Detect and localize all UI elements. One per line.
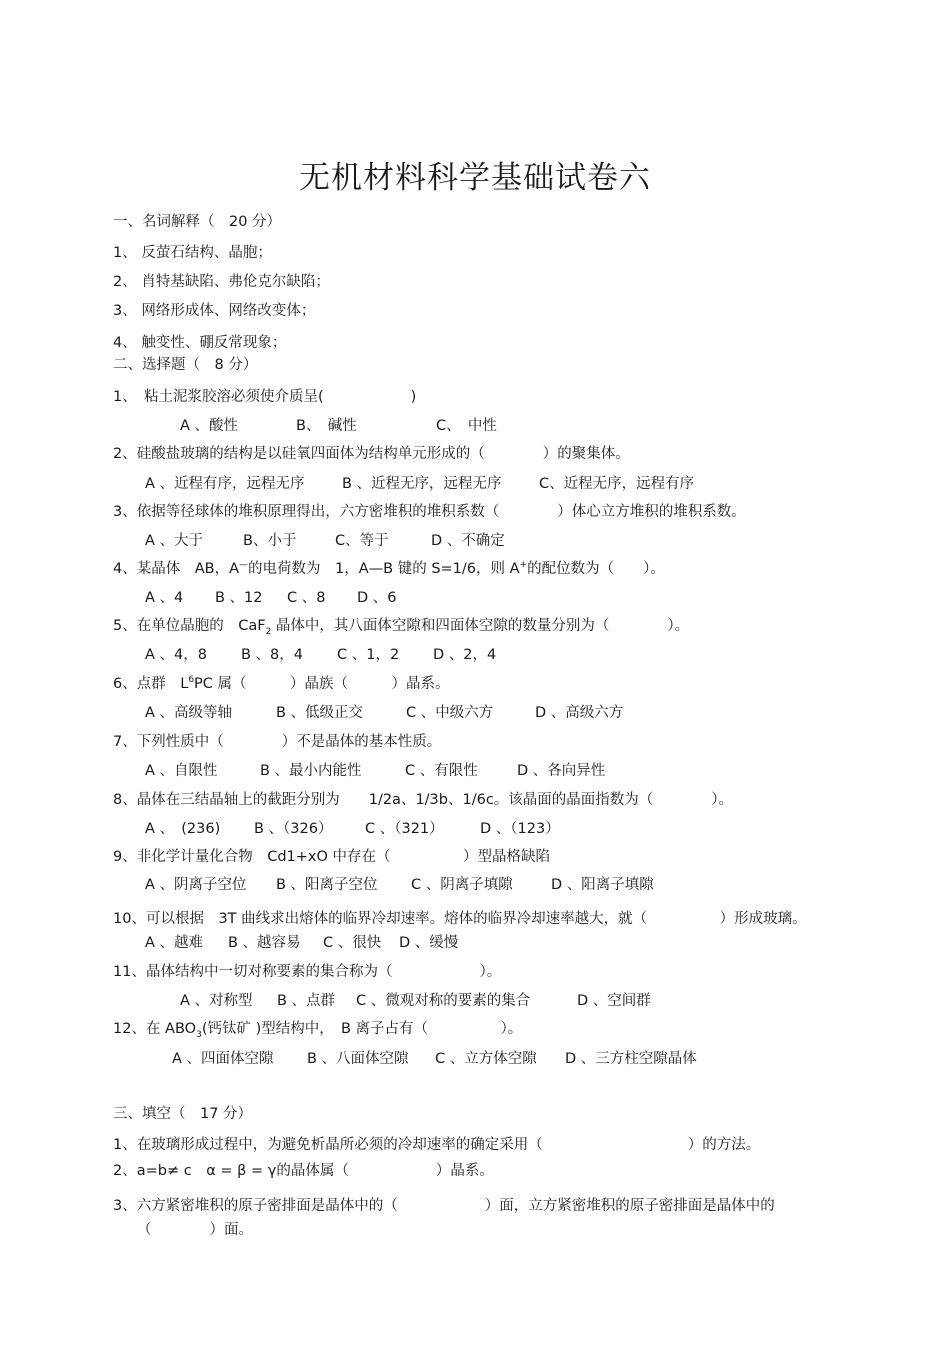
option: D 、（123） <box>480 821 560 837</box>
option: C 、8 <box>287 590 326 606</box>
option: A 、越难 <box>145 935 204 951</box>
question-10: 10、可以根据 3T 曲线求出熔体的临界冷却速率。熔体的临界冷却速率越大，就（ ）形成玻璃。 <box>113 911 807 927</box>
option: B 、12 <box>215 590 263 606</box>
question-8-options <box>145 819 560 839</box>
fill-question-1: 1、在玻璃形成过程中，为避免析晶所必须的冷却速率的确定采用（ ）的方法。 <box>113 1137 761 1153</box>
option: C 、立方体空隙 <box>435 1051 537 1067</box>
question-9-options <box>145 875 654 895</box>
question-3-options <box>145 531 505 551</box>
sec1-item: 3、 网络形成体、网络改变体； <box>113 303 316 319</box>
option: D 、空间群 <box>577 993 651 1009</box>
superscript: 6 <box>188 675 195 686</box>
option: A 、近程有序，远程无序 <box>145 476 305 492</box>
q12-text: 12、在 ABO <box>113 1021 197 1037</box>
question-5 <box>113 616 689 636</box>
question-10-options <box>145 933 458 953</box>
option: B、小于 <box>243 533 297 549</box>
option: D 、阳离子填隙 <box>551 877 654 893</box>
option: C、 中性 <box>436 418 497 434</box>
option: B 、越容易 <box>228 935 301 951</box>
option: D 、三方柱空隙晶体 <box>565 1051 697 1067</box>
option: D 、各向异性 <box>517 763 606 779</box>
question-4 <box>113 559 665 579</box>
section-1-heading: 一、名词解释（ 20 分） <box>113 214 282 230</box>
option: A 、4，8 <box>145 647 207 663</box>
option: D 、高级六方 <box>535 705 624 721</box>
option: D 、不确定 <box>431 533 505 549</box>
option: B 、八面体空隙 <box>307 1051 409 1067</box>
question-7: 7、下列性质中（ ）不是晶体的基本性质。 <box>113 734 442 750</box>
question-6 <box>113 674 450 694</box>
question-11-options <box>180 991 651 1011</box>
fill-question-2: 2、a=b≠ c α = β = γ的晶体属（ ）晶系。 <box>113 1163 494 1179</box>
question-1-options <box>180 416 497 436</box>
section-2-heading: 二、选择题（ 8 分） <box>113 357 258 373</box>
superscript: + <box>519 560 528 571</box>
question-2: 2、硅酸盐玻璃的结构是以硅氧四面体为结构单元形成的（ ）的聚集体。 <box>113 446 630 462</box>
option: B 、近程无序，远程无序 <box>342 476 502 492</box>
option: B 、最小内能性 <box>260 763 362 779</box>
option: A 、 (236) <box>145 821 221 837</box>
option: D 、2，4 <box>433 647 497 663</box>
option: D 、缓慢 <box>399 935 459 951</box>
q4-text: 的配位数为（ ）。 <box>527 561 665 577</box>
option: A 、酸性 <box>180 418 239 434</box>
option: C、等于 <box>335 533 389 549</box>
question-9: 9、非化学计量化合物 Cd1+xO 中存在（ ）型晶格缺陷 <box>113 849 551 865</box>
option: C 、（321） <box>365 821 444 837</box>
exam-title: 无机材料科学基础试卷六 <box>299 160 651 196</box>
question-7-options <box>145 761 605 781</box>
option: A 、自限性 <box>145 763 218 779</box>
option: A 、阴离子空位 <box>145 877 247 893</box>
option: C 、1，2 <box>337 647 400 663</box>
option: C 、中级六方 <box>406 705 494 721</box>
option: A 、对称型 <box>180 993 253 1009</box>
question-1: 1、 粘土泥浆胶溶必须使介质呈( ) <box>113 389 417 405</box>
q5-text: 晶体中，其八面体空隙和四面体空隙的数量分别为（ ）。 <box>271 618 690 634</box>
sec1-item: 2、 肖特基缺陷、弗伦克尔缺陷； <box>113 274 330 290</box>
option: B、 碱性 <box>296 418 357 434</box>
q6-text: PC 属（ ）晶族（ ）晶系。 <box>194 676 450 692</box>
q6-text: 6、点群 L <box>113 676 189 692</box>
question-3: 3、依据等径球体的堆积原理得出，六方密堆积的堆积系数（ ）体心立方堆积的堆积系数。 <box>113 504 746 520</box>
q5-text: 5、在单位晶胞的 CaF <box>113 618 266 634</box>
option: A 、四面体空隙 <box>172 1051 274 1067</box>
option: A 、大于 <box>145 533 204 549</box>
option: C 、很快 <box>323 935 382 951</box>
option: C、近程无序，远程有序 <box>539 476 695 492</box>
option: C 、有限性 <box>405 763 478 779</box>
question-8: 8、晶体在三结晶轴上的截距分别为 1/2a、1/3b、1/6c。该晶面的晶面指数为（ ）。 <box>113 792 734 808</box>
fill-question-3: 3、六方紧密堆积的原子密排面是晶体中的（ ）面，立方紧密堆积的原子密排面是晶体中的 <box>113 1198 775 1214</box>
q4-text: 4、某晶体 AB，A <box>113 561 240 577</box>
option: B 、8，4 <box>241 647 304 663</box>
fill-question-3-continued: （ ）面。 <box>137 1222 253 1238</box>
question-12-options <box>172 1049 697 1069</box>
q12-text: (钙钛矿 )型结构中， B 离子占有（ ）。 <box>201 1021 523 1037</box>
option: C 、阴离子填隙 <box>411 877 513 893</box>
question-12 <box>113 1019 522 1039</box>
option: B 、点群 <box>277 993 336 1009</box>
option: B 、阳离子空位 <box>276 877 378 893</box>
option: D 、6 <box>357 590 397 606</box>
subscript: 3 <box>196 1029 202 1040</box>
option: A 、高级等轴 <box>145 705 233 721</box>
section-3-heading: 三、填空（ 17 分） <box>113 1106 253 1122</box>
question-11: 11、晶体结构中一切对称要素的集合称为（ ）。 <box>113 964 502 980</box>
sec1-item: 1、 反萤石结构、晶胞； <box>113 245 272 261</box>
question-5-options <box>145 645 496 665</box>
option: B 、低级正交 <box>276 705 364 721</box>
superscript: — <box>239 560 249 571</box>
question-6-options <box>145 703 623 723</box>
option: A 、4 <box>145 590 184 606</box>
option: B 、（326） <box>254 821 333 837</box>
option: C 、微观对称的要素的集合 <box>356 993 531 1009</box>
q4-text: 的电荷数为 1，A—B 键的 S=1/6，则 A <box>248 561 520 577</box>
sec1-item: 4、 触变性、硼反常现象； <box>113 335 287 351</box>
question-4-options <box>145 588 397 608</box>
subscript: 2 <box>265 626 272 637</box>
question-2-options <box>145 474 694 494</box>
